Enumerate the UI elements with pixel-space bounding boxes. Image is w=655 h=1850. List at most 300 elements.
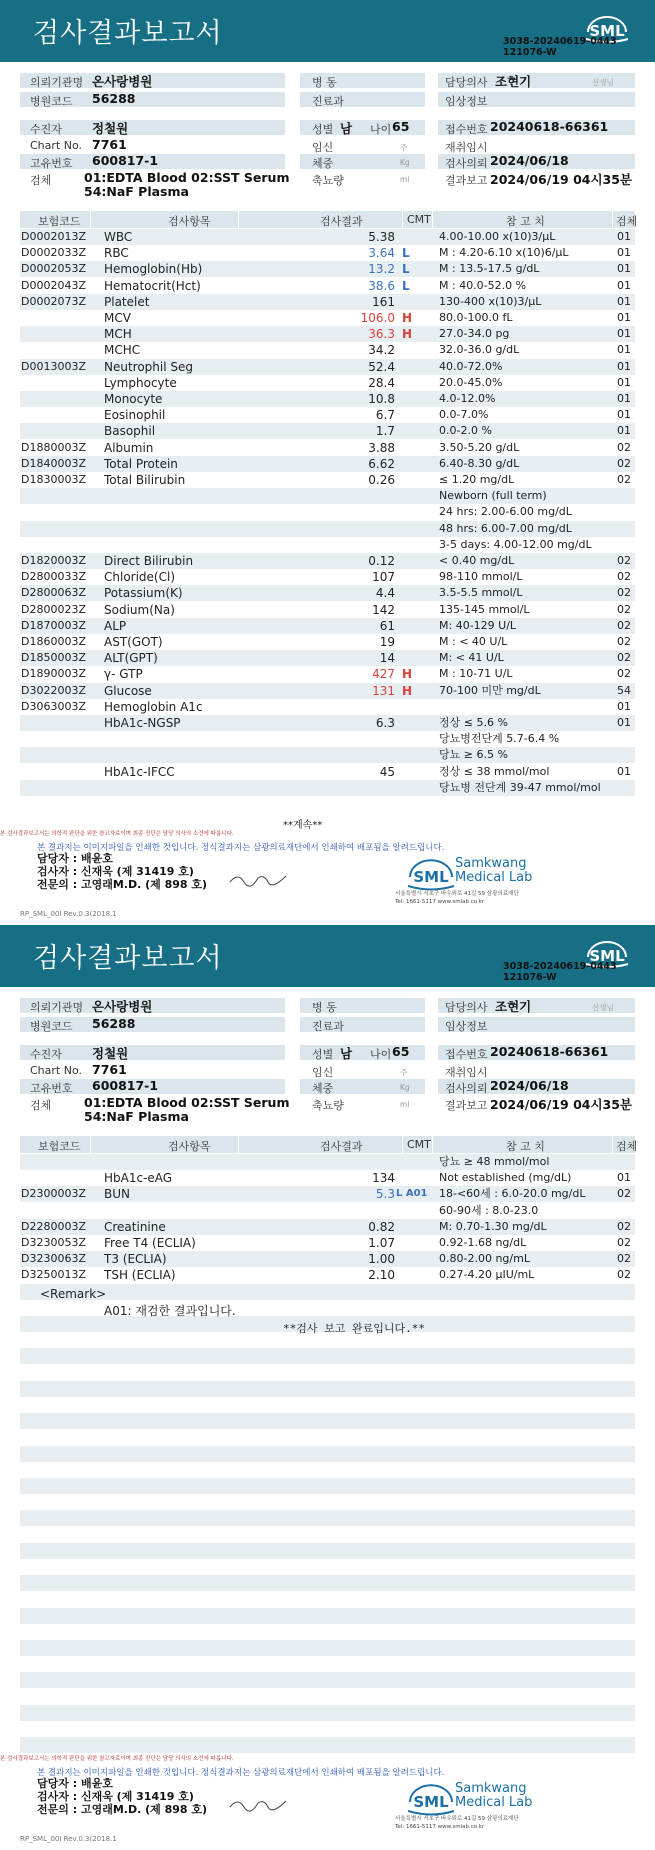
specialist-name: 고영래M.D. (제 898 호)	[80, 878, 208, 891]
row-specimen: 01	[617, 327, 631, 341]
row-result: 142	[372, 602, 395, 617]
row-reference: 3-5 days: 4.00-12.00 mg/dL	[439, 537, 592, 551]
row-result: 1.00	[368, 1252, 395, 1267]
row-item: Creatinine	[104, 1219, 166, 1234]
report-date-value: 2024/06/19 04시35분	[490, 172, 633, 187]
pregnancy-label: 임신	[312, 1066, 334, 1079]
lab-address-line: 서울특별시 서초구 바우뫼로 41길 59 삼광의료재단	[395, 1816, 519, 1822]
table-row-band	[20, 1543, 635, 1559]
row-item: Sodium(Na)	[104, 602, 175, 617]
continued-note: **계속**	[283, 820, 323, 831]
row-flag: H	[402, 327, 413, 342]
row-specimen: 02	[617, 1236, 631, 1249]
specimen-label: 검체	[30, 1099, 52, 1112]
row-result: 6.7	[375, 408, 395, 423]
row-result: 0.26	[368, 473, 395, 487]
lab-name	[455, 1782, 532, 1810]
hospital-value: 온사랑병원	[92, 74, 153, 89]
row-item: MCHC	[104, 343, 141, 358]
row-item: Basophil	[104, 424, 156, 439]
row-specimen: 02	[617, 1252, 631, 1266]
table-row-band	[20, 1575, 635, 1591]
lab-name-line-1: Samkwang	[455, 856, 527, 871]
signature-block	[37, 1777, 207, 1816]
lab-name-line-2: Medical Lab	[455, 870, 533, 885]
row-reference: 130-400 x(10)3/μL	[439, 294, 542, 308]
row-reference: Newborn (full term)	[439, 489, 547, 503]
row-result: 107	[372, 570, 395, 585]
sex-value: 남	[340, 121, 353, 136]
row-result: 2.10	[368, 1268, 395, 1283]
age-value: 65	[392, 119, 410, 134]
row-reference: 0.27-4.20 μIU/mL	[439, 1268, 535, 1282]
patient-name-label: 수진자	[30, 123, 62, 136]
row-specimen: 02	[617, 651, 631, 665]
row-reference: 98-110 mmol/L	[439, 570, 523, 584]
col-ref-header: 참 고 치	[506, 215, 545, 228]
row-code: D3063003Z	[21, 699, 86, 713]
age-label: 나이	[370, 1048, 392, 1061]
row-item: Free T4 (ECLIA)	[104, 1236, 196, 1250]
row-flag: L	[402, 246, 410, 261]
hospital-code-label: 병원코드	[30, 1020, 73, 1033]
row-specimen: 01	[617, 278, 631, 292]
row-reference: 27.0-34.0 pg	[439, 327, 510, 341]
col-item-header: 검사항목	[168, 1140, 211, 1153]
row-specimen: 01	[617, 699, 631, 713]
row-item: T3 (ECLIA)	[104, 1252, 167, 1267]
age-label: 나이	[370, 123, 392, 136]
col-cnt-header: 검체	[616, 215, 638, 228]
receipt-no-value: 20240618-66361	[490, 1044, 609, 1059]
clinical-info-label: 임상정보	[445, 95, 488, 108]
row-reference: 당뇨 ≥ 6.5 %	[439, 748, 508, 762]
ward-label: 병 동	[312, 76, 337, 89]
manager-label: 담당자 :	[37, 1777, 78, 1790]
sex-label: 성별	[312, 123, 334, 136]
row-specimen: 02	[617, 586, 631, 600]
urine-unit: ml	[400, 1100, 410, 1109]
row-flag: H	[402, 683, 413, 698]
svg-text:SML: SML	[413, 868, 449, 886]
barcode-line-2: 121076-W	[503, 47, 557, 58]
row-item: HbA1c-eAG	[104, 1171, 173, 1186]
row-result: 5.38	[368, 230, 395, 244]
row-result: 52.4	[368, 359, 395, 374]
table-row-band	[20, 1284, 635, 1300]
row-specimen: 02	[617, 667, 631, 681]
row-result: 3.64	[368, 246, 395, 261]
barcode-line-2: 121076-W	[503, 972, 557, 983]
row-item: Monocyte	[104, 392, 163, 406]
examiner-name: 신재욱 (제 31419 호)	[80, 1790, 194, 1803]
row-reference: 4.0-12.0%	[439, 392, 496, 405]
row-item: Eosinophil	[104, 408, 166, 423]
row-specimen: 02	[617, 618, 631, 632]
row-code: D0002053Z	[21, 262, 86, 276]
row-specimen: 02	[617, 1219, 631, 1233]
row-code: D2800033Z	[21, 570, 86, 584]
row-result: 0.82	[368, 1219, 395, 1234]
specialist-label: 전문의 :	[37, 1803, 78, 1816]
row-specimen: 01	[617, 359, 631, 373]
specimen-label: 검체	[30, 174, 52, 187]
specimen-line-1: 01:EDTA Blood 02:SST Serum	[84, 170, 290, 185]
row-item: MCV	[104, 311, 131, 325]
barcode-line-1: 3038-20240619-0443	[503, 961, 617, 972]
row-code: D0002033Z	[21, 246, 86, 260]
row-result: 5.3	[375, 1187, 395, 1202]
row-code: D0002043Z	[21, 278, 86, 292]
barcode-text	[503, 36, 617, 58]
row-specimen: 02	[617, 473, 631, 486]
row-code: D0002013Z	[21, 230, 86, 243]
row-reference: 0.0-2.0 %	[439, 424, 492, 438]
row-item: HbA1c-IFCC	[104, 764, 175, 779]
row-reference: 0.92-1.68 ng/dL	[439, 1236, 527, 1249]
receipt-no-label: 접수번호	[445, 1048, 488, 1061]
signature-scribble-icon	[228, 868, 288, 890]
table-row-band	[20, 1348, 635, 1364]
row-item: BUN	[104, 1187, 130, 1202]
row-code: D1830003Z	[21, 473, 86, 486]
row-item: AST(GOT)	[104, 635, 163, 649]
row-reference: 80.0-100.0 fL	[439, 311, 513, 324]
row-result: 6.62	[368, 456, 395, 471]
row-code: D1850003Z	[21, 651, 86, 665]
remark-text: A01: 재검한 결과입니다.	[104, 1304, 236, 1318]
urine-unit: ml	[400, 175, 410, 184]
row-reference: M: 0.70-1.30 mg/dL	[439, 1219, 547, 1233]
report-date-label: 결과보고	[445, 174, 488, 187]
row-item: ALT(GPT)	[104, 651, 158, 666]
row-specimen: 01	[617, 375, 631, 389]
row-reference: 당뇨병 전단계 39-47 mmol/mol	[439, 780, 601, 794]
row-reference: 0.0-7.0%	[439, 408, 489, 422]
footer-notice: 본 결과지는 이미지파일을 인쇄한 것입니다. 정식결과지는 삼광의료재단에서 인쇄하여 배포됨을 알려드립니다.	[37, 843, 445, 853]
row-result: 1.07	[368, 1236, 395, 1250]
row-item: Potassium(K)	[104, 586, 183, 601]
row-result: 6.3	[375, 716, 395, 730]
row-reference: 32.0-36.0 g/dL	[439, 343, 520, 357]
report-title: 검사결과보고서	[33, 18, 223, 49]
lab-phone-line: Tel: 1661-5117 www.smlab.co.kr	[395, 1824, 485, 1830]
row-code: D1820003Z	[21, 554, 86, 567]
row-code: D1860003Z	[21, 635, 86, 648]
footer-disclaimer: 본 검사결과보고서는 의학적 판단을 위한 참고자료이며 최종 진단은 담당 의사의 소견에 따릅니다.	[0, 831, 234, 837]
doctor-value: 조현기	[495, 74, 532, 89]
row-specimen: 01	[617, 1171, 631, 1185]
request-date-value: 2024/06/18	[490, 1078, 569, 1093]
svg-text:SML: SML	[589, 22, 625, 40]
row-item: Total Bilirubin	[104, 473, 186, 487]
examiner-label: 검사자 :	[37, 1790, 78, 1803]
row-item: γ- GTP	[104, 667, 143, 682]
row-code: D0013003Z	[21, 359, 86, 373]
row-reference: 70-100 미만 mg/dL	[439, 683, 541, 697]
hospital-code-value: 56288	[92, 1016, 136, 1031]
doctor-value: 조현기	[495, 999, 532, 1014]
row-specimen: 01	[617, 294, 631, 308]
row-item: Platelet	[104, 294, 150, 309]
request-date-value: 2024/06/18	[490, 153, 569, 168]
row-flag: H	[402, 311, 413, 325]
row-reference: 135-145 mmol/L	[439, 602, 530, 616]
row-item: Albumin	[104, 440, 154, 455]
row-reference: 당뇨병전단계 5.7-6.4 %	[439, 732, 560, 746]
row-item: Hematocrit(Hct)	[104, 278, 201, 293]
table-row-band	[20, 1381, 635, 1397]
row-result: 10.8	[368, 392, 395, 406]
row-specimen: 02	[617, 635, 631, 648]
row-specimen: 01	[617, 764, 631, 778]
lab-address	[395, 890, 519, 906]
row-reference: 48 hrs: 6.00-7.00 mg/dL	[439, 521, 572, 535]
row-specimen: 01	[617, 716, 631, 729]
row-flag: L	[402, 278, 410, 293]
specialist-name: 고영래M.D. (제 898 호)	[80, 1803, 208, 1816]
id-no-value: 600817-1	[92, 153, 159, 168]
row-specimen: 01	[617, 424, 631, 438]
row-specimen: 01	[617, 311, 631, 324]
col-item-header: 검사항목	[168, 215, 211, 228]
row-reference: M : < 40 U/L	[439, 635, 508, 648]
row-item: Glucose	[104, 683, 152, 698]
request-date-label: 검사의뢰	[445, 157, 488, 170]
row-result: 134	[372, 1171, 395, 1186]
row-item: Hemoglobin A1c	[104, 699, 203, 714]
form-revision: RP_SML_00I Rev.0.3(2018.1	[20, 910, 117, 918]
row-item: MCH	[104, 327, 132, 342]
row-code: D3250013Z	[21, 1268, 86, 1282]
row-specimen: 01	[617, 262, 631, 276]
hospital-label: 의뢰기관명	[30, 1001, 84, 1014]
row-result: 106.0	[360, 311, 395, 325]
table-row-band	[20, 1705, 635, 1721]
col-result-header: 검사결과	[320, 215, 363, 228]
receipt-no-value: 20240618-66361	[490, 119, 609, 134]
row-item: Total Protein	[104, 456, 178, 471]
doctor-suffix: 선생님	[592, 78, 614, 87]
row-specimen: 01	[617, 246, 631, 260]
patient-name-label: 수진자	[30, 1048, 62, 1061]
row-result: 3.88	[368, 440, 395, 455]
row-result: 4.4	[375, 586, 395, 601]
row-reference: 3.50-5.20 g/dL	[439, 440, 520, 454]
row-item: Hemoglobin(Hb)	[104, 262, 203, 277]
row-code: D1890003Z	[21, 667, 86, 681]
weight-unit: Kg	[400, 158, 410, 167]
row-specimen: 02	[617, 1187, 631, 1201]
sex-label: 성별	[312, 1048, 334, 1061]
row-specimen: 01	[617, 343, 631, 357]
table-row-band	[20, 1640, 635, 1656]
row-code: D3230063Z	[21, 1252, 86, 1266]
ward-label: 병 동	[312, 1001, 337, 1014]
row-item: ALP	[104, 618, 127, 633]
row-reference: 0.80-2.00 ng/mL	[439, 1252, 530, 1266]
table-row-band	[20, 1672, 635, 1688]
results-table-header	[20, 1136, 638, 1153]
manager-name: 배윤호	[80, 1777, 113, 1790]
lab-name-line-1: Samkwang	[455, 1781, 527, 1796]
report-title: 검사결과보고서	[33, 943, 223, 974]
specimen-line-1: 01:EDTA Blood 02:SST Serum	[84, 1095, 290, 1110]
pregnancy-unit: 주	[400, 1068, 408, 1077]
manager-name: 배윤호	[80, 852, 113, 865]
age-value: 65	[392, 1044, 410, 1059]
urine-label: 축뇨량	[312, 174, 344, 187]
patient-name-value: 정철원	[92, 1046, 129, 1061]
row-reference: M: < 41 U/L	[439, 651, 504, 665]
chart-no-value: 7761	[92, 1062, 127, 1077]
row-reference: 정상 ≤ 5.6 %	[439, 716, 508, 729]
report-date-label: 결과보고	[445, 1099, 488, 1112]
lab-phone-line: Tel: 1661-5117 www.smlab.co.kr	[395, 899, 485, 905]
doctor-label: 담당의사	[445, 1001, 488, 1014]
barcode-text	[503, 961, 617, 983]
table-row-band	[20, 1608, 635, 1624]
row-item: Direct Bilirubin	[104, 554, 194, 568]
row-code: D1840003Z	[21, 456, 86, 470]
row-item: WBC	[104, 230, 133, 244]
pregnancy-unit: 주	[400, 143, 408, 152]
specimen-line-2: 54:NaF Plasma	[84, 184, 189, 199]
barcode-line-1: 3038-20240619-0443	[503, 36, 617, 47]
sex-value: 남	[340, 1046, 353, 1061]
row-specimen: 02	[617, 440, 631, 454]
row-reference: 3.5-5.5 mmol/L	[439, 586, 523, 600]
lab-name	[455, 857, 532, 885]
pregnancy-label: 임신	[312, 141, 334, 154]
row-reference: M : 4.20-6.10 x(10)6/μL	[439, 246, 569, 260]
row-code: D3230053Z	[21, 1236, 86, 1249]
report-complete-note: **검사 보고 완료입니다.**	[283, 1322, 425, 1335]
table-row-band	[20, 1510, 635, 1526]
row-result: 28.4	[368, 375, 395, 390]
report-page-2	[0, 925, 655, 1850]
col-cmt-header: CMT	[407, 213, 431, 226]
row-item: Chloride(Cl)	[104, 570, 176, 585]
row-result: 131	[372, 683, 395, 698]
patient-name-value: 정철원	[92, 121, 129, 136]
weight-unit: Kg	[400, 1083, 410, 1092]
row-reference: 당뇨 ≥ 48 mmol/mol	[439, 1155, 550, 1168]
row-code: D3022003Z	[21, 683, 86, 697]
signature-scribble-icon	[228, 1793, 288, 1815]
row-reference: M : 10-71 U/L	[439, 667, 513, 681]
row-flag: H	[402, 667, 413, 682]
row-code: D1880003Z	[21, 440, 86, 454]
row-reference: M : 13.5-17.5 g/dL	[439, 262, 540, 276]
row-reference: 정상 ≤ 38 mmol/mol	[439, 764, 550, 778]
table-row-band	[20, 1478, 635, 1494]
results-table-header	[20, 211, 638, 228]
receipt-no-label: 접수번호	[445, 123, 488, 136]
col-cmt-header: CMT	[407, 1138, 431, 1151]
row-result: 13.2	[368, 262, 395, 277]
lab-address	[395, 1815, 519, 1831]
row-reference: 24 hrs: 2.00-6.00 mg/dL	[439, 505, 572, 519]
row-code: D2300003Z	[21, 1187, 86, 1201]
col-cnt-header: 검체	[616, 1140, 638, 1153]
row-specimen: 02	[617, 1268, 631, 1282]
urine-label: 축뇨량	[312, 1099, 344, 1112]
row-specimen: 02	[617, 570, 631, 584]
row-code: D2280003Z	[21, 1219, 86, 1233]
col-code-header: 보험코드	[38, 1140, 81, 1153]
table-row-band	[20, 1737, 635, 1753]
row-specimen: 01	[617, 392, 631, 405]
row-result: 1.7	[375, 424, 395, 439]
row-specimen: 02	[617, 456, 631, 470]
row-item: TSH (ECLIA)	[104, 1268, 176, 1283]
hospital-label: 의뢰기관명	[30, 76, 84, 89]
id-no-value: 600817-1	[92, 1078, 159, 1093]
row-flag: L	[402, 262, 410, 277]
row-code: D1870003Z	[21, 618, 86, 632]
row-code: D2800023Z	[21, 602, 86, 616]
form-revision: RP_SML_00I Rev.0.3(2018.1	[20, 1835, 117, 1843]
row-code: D0002073Z	[21, 294, 86, 308]
row-result: 34.2	[368, 343, 395, 358]
row-result: 0.12	[368, 554, 395, 568]
table-row-band	[20, 1446, 635, 1462]
row-code: D2800063Z	[21, 586, 86, 600]
row-item: HbA1c-NGSP	[104, 716, 181, 730]
lab-name-line-2: Medical Lab	[455, 1795, 533, 1810]
row-result: 61	[379, 618, 395, 633]
hospital-value: 온사랑병원	[92, 999, 153, 1014]
weight-label: 체중	[312, 157, 334, 170]
hospital-code-value: 56288	[92, 91, 136, 106]
footer-disclaimer: 본 검사결과보고서는 의학적 판단을 위한 참고자료이며 최종 진단은 담당 의사의 소견에 따릅니다.	[0, 1756, 234, 1762]
specimen-line-2: 54:NaF Plasma	[84, 1109, 189, 1124]
table-row-band	[20, 1413, 635, 1429]
row-result: 45	[379, 764, 395, 779]
col-ref-header: 참 고 치	[506, 1140, 545, 1153]
manager-label: 담당자 :	[37, 852, 78, 865]
col-code-header: 보험코드	[38, 215, 81, 228]
retest-label: 재취임시	[445, 141, 488, 154]
row-reference: 6.40-8.30 g/dL	[439, 456, 520, 470]
row-reference: Not established (mg/dL)	[439, 1171, 572, 1185]
specialist-label: 전문의 :	[37, 878, 78, 891]
row-result: 19	[379, 635, 395, 649]
row-specimen: 02	[617, 554, 631, 567]
examiner-label: 검사자 :	[37, 865, 78, 878]
row-specimen: 01	[617, 408, 631, 422]
dept-label: 진료과	[312, 1020, 344, 1033]
request-date-label: 검사의뢰	[445, 1082, 488, 1095]
row-result: 14	[379, 651, 395, 666]
row-result: 161	[372, 294, 395, 309]
row-reference: M: 40-129 U/L	[439, 618, 517, 632]
row-reference: M : 40.0-52.0 %	[439, 278, 527, 292]
doctor-label: 담당의사	[445, 76, 488, 89]
row-reference: ≤ 1.20 mg/dL	[439, 473, 515, 486]
lab-address-line: 서울특별시 서초구 바우뫼로 41길 59 삼광의료재단	[395, 891, 519, 897]
table-row-band	[20, 747, 635, 763]
remark-label: <Remark>	[40, 1287, 107, 1301]
examiner-name: 신재욱 (제 31419 호)	[80, 865, 194, 878]
row-reference: 60-90세 : 8.0-23.0	[439, 1203, 539, 1217]
report-date-value: 2024/06/19 04시35분	[490, 1097, 633, 1112]
row-item: RBC	[104, 246, 129, 261]
row-item: Neutrophil Seg	[104, 359, 194, 374]
clinical-info-label: 임상정보	[445, 1020, 488, 1033]
row-flag: L A01	[396, 1188, 428, 1200]
